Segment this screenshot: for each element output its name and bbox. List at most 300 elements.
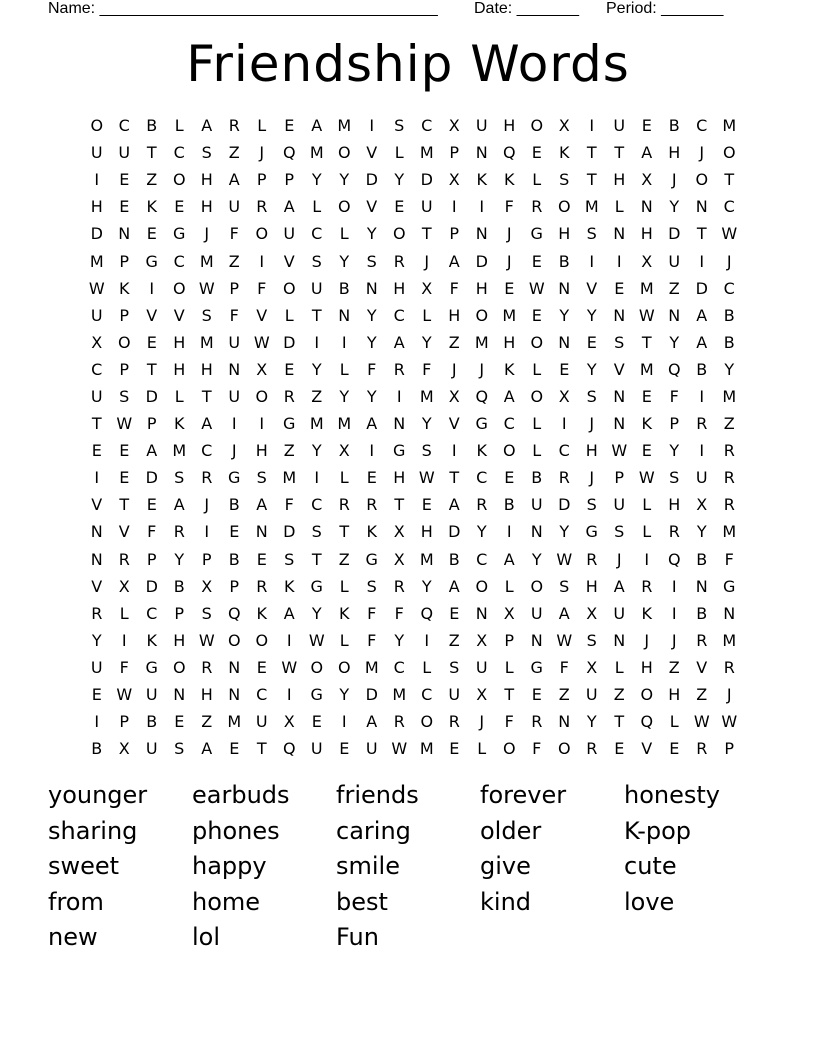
grid-letter: X [421, 278, 433, 298]
grid-letter: U [613, 116, 626, 136]
grid-letter: R [228, 116, 240, 136]
grid-letter: M [337, 414, 352, 434]
grid-letter: O [337, 657, 351, 677]
grid-letter: Y [696, 522, 707, 542]
grid-row [83, 166, 743, 193]
grid-letter: I [451, 441, 457, 461]
grid-letter: B [531, 468, 543, 488]
grid-letter: F [532, 739, 542, 759]
grid-letter: H [558, 224, 571, 244]
grid-letter: C [421, 685, 433, 705]
grid-letter: W [308, 630, 325, 650]
grid-letter: V [696, 657, 708, 677]
grid-letter: U [475, 657, 488, 677]
grid-letter: H [668, 685, 681, 705]
grid-letter: O [392, 224, 406, 244]
grid-letter: G [723, 576, 736, 596]
grid-letter: C [173, 143, 185, 163]
grid-letter: X [558, 116, 570, 136]
grid-letter: J [589, 468, 595, 488]
grid-letter: D [448, 522, 461, 542]
grid-row [83, 735, 743, 762]
word-list-item: best [336, 887, 388, 916]
grid-letter: G [310, 576, 323, 596]
grid-letter: C [558, 441, 570, 461]
grid-letter: Y [366, 224, 377, 244]
grid-letter: Y [311, 603, 322, 623]
grid-letter: J [671, 630, 677, 650]
grid-letter: Q [667, 549, 681, 569]
grid-letter: E [559, 359, 570, 379]
grid-letter: N [228, 359, 241, 379]
grid-letter: T [696, 224, 707, 244]
grid-letter: E [284, 359, 295, 379]
grid-letter: S [394, 116, 405, 136]
grid-letter: P [229, 576, 240, 596]
grid-letter: X [586, 603, 598, 623]
grid-letter: E [394, 197, 405, 217]
grid-letter: E [284, 116, 295, 136]
grid-letter: I [506, 522, 512, 542]
grid-letter: F [147, 522, 157, 542]
grid-letter: A [228, 170, 240, 190]
grid-letter: O [255, 224, 269, 244]
grid-letter: G [585, 522, 598, 542]
grid-letter: H [173, 630, 186, 650]
grid-letter: C [146, 603, 158, 623]
grid-letter: V [448, 414, 460, 434]
grid-letter: L [339, 576, 349, 596]
grid-letter: R [696, 739, 708, 759]
grid-letter: N [90, 522, 103, 542]
grid-letter: B [228, 495, 240, 515]
grid-letter: C [503, 414, 515, 434]
grid-letter: S [366, 576, 377, 596]
grid-letter: D [145, 468, 158, 488]
grid-letter: I [341, 712, 347, 732]
grid-letter: W [418, 468, 435, 488]
grid-letter: S [586, 495, 597, 515]
grid-letter: H [503, 116, 516, 136]
grid-letter: S [119, 386, 130, 406]
grid-letter: Z [448, 630, 460, 650]
grid-letter: Y [559, 522, 570, 542]
grid-letter: I [314, 468, 320, 488]
grid-letter: M [309, 143, 324, 163]
name-field: Name: ______________________________________ [48, 0, 438, 17]
grid-letter: E [504, 278, 515, 298]
grid-letter: O [282, 278, 296, 298]
grid-letter: K [284, 576, 295, 596]
grid-letter: E [614, 278, 625, 298]
grid-letter: I [671, 576, 677, 596]
grid-letter: P [504, 630, 515, 650]
grid-letter: X [558, 386, 570, 406]
grid-letter: T [146, 359, 157, 379]
grid-letter: E [449, 739, 460, 759]
grid-letter: O [530, 332, 544, 352]
grid-letter: N [668, 305, 681, 325]
grid-letter: E [669, 739, 680, 759]
grid-letter: T [119, 495, 130, 515]
grid-letter: Y [669, 197, 680, 217]
grid-letter: V [118, 522, 130, 542]
grid-letter: O [420, 712, 434, 732]
grid-letter: Q [282, 143, 296, 163]
grid-letter: M [199, 251, 214, 271]
grid-letter: U [90, 305, 103, 325]
grid-letter: M [89, 251, 104, 271]
word-list-item: earbuds [192, 781, 290, 809]
grid-letter: K [504, 170, 515, 190]
grid-letter: Y [586, 305, 597, 325]
grid-letter: L [394, 143, 404, 163]
grid-letter: B [91, 739, 103, 759]
grid-letter: O [530, 576, 544, 596]
grid-letter: P [201, 549, 212, 569]
grid-letter: M [364, 657, 379, 677]
grid-letter: W [693, 712, 710, 732]
grid-letter: V [613, 359, 625, 379]
grid-letter: R [641, 576, 653, 596]
grid-letter: Z [696, 685, 708, 705]
grid-letter: Y [91, 630, 102, 650]
grid-letter: W [281, 657, 298, 677]
grid-letter: H [668, 143, 681, 163]
grid-letter: L [119, 603, 129, 623]
grid-letter: W [88, 278, 105, 298]
grid-letter: J [726, 251, 732, 271]
grid-letter: Z [283, 441, 295, 461]
grid-letter: S [449, 657, 460, 677]
grid-letter: R [393, 251, 405, 271]
grid-letter: F [449, 278, 459, 298]
grid-letter: Y [339, 251, 350, 271]
grid-letter: S [201, 143, 212, 163]
grid-letter: D [145, 386, 158, 406]
grid-letter: I [204, 522, 210, 542]
grid-letter: P [449, 224, 460, 244]
grid-row [83, 681, 743, 708]
grid-letter: C [311, 224, 323, 244]
grid-letter: M [639, 278, 654, 298]
grid-letter: O [502, 441, 516, 461]
grid-letter: X [118, 576, 130, 596]
grid-letter: M [419, 549, 434, 569]
grid-letter: L [339, 224, 349, 244]
grid-letter: U [90, 386, 103, 406]
grid-letter: I [94, 170, 100, 190]
grid-letter: S [201, 603, 212, 623]
grid-letter: E [614, 739, 625, 759]
word-list-item: smile [336, 852, 400, 880]
grid-letter: N [695, 576, 708, 596]
grid-letter: T [586, 143, 597, 163]
grid-letter: I [699, 251, 705, 271]
grid-letter: P [119, 305, 130, 325]
grid-letter: P [284, 170, 295, 190]
grid-letter: C [476, 468, 488, 488]
grid-letter: C [476, 549, 488, 569]
grid-letter: U [90, 143, 103, 163]
grid-letter: B [696, 359, 708, 379]
grid-letter: R [173, 522, 185, 542]
grid-letter: E [119, 468, 130, 488]
grid-letter: X [118, 739, 130, 759]
grid-letter: F [394, 603, 404, 623]
grid-row [83, 220, 743, 247]
grid-letter: E [174, 197, 185, 217]
grid-letter: I [671, 603, 677, 623]
grid-letter: S [421, 441, 432, 461]
grid-letter: L [284, 305, 294, 325]
grid-letter: N [530, 522, 543, 542]
grid-letter: U [145, 739, 158, 759]
grid-letter: F [724, 549, 734, 569]
grid-letter: W [721, 712, 738, 732]
grid-letter: N [393, 414, 406, 434]
grid-letter: C [393, 657, 405, 677]
grid-letter: D [283, 332, 296, 352]
grid-letter: X [201, 576, 213, 596]
grid-row [83, 247, 743, 274]
grid-row [83, 708, 743, 735]
grid-letter: F [504, 197, 514, 217]
grid-letter: M [474, 332, 489, 352]
grid-letter: M [309, 414, 324, 434]
grid-letter: S [614, 522, 625, 542]
grid-letter: X [476, 630, 488, 650]
grid-letter: J [671, 170, 677, 190]
grid-letter: M [392, 685, 407, 705]
grid-letter: E [311, 712, 322, 732]
grid-letter: K [476, 170, 487, 190]
grid-letter: I [259, 414, 265, 434]
date-field: Date: _______ [474, 0, 579, 17]
grid-letter: L [532, 170, 542, 190]
grid-letter: T [614, 143, 625, 163]
grid-letter: L [669, 712, 679, 732]
grid-row [83, 491, 743, 518]
grid-letter: O [530, 116, 544, 136]
grid-letter: N [338, 305, 351, 325]
grid-letter: H [503, 332, 516, 352]
grid-letter: I [369, 116, 375, 136]
grid-letter: O [557, 197, 571, 217]
grid-letter: D [420, 170, 433, 190]
grid-letter: N [558, 278, 571, 298]
grid-letter: Y [559, 305, 570, 325]
grid-letter: L [312, 197, 322, 217]
grid-letter: D [145, 576, 158, 596]
grid-letter: W [721, 224, 738, 244]
word-list-item: give [480, 852, 531, 880]
grid-letter: J [479, 712, 485, 732]
grid-row [83, 383, 743, 410]
grid-letter: C [173, 251, 185, 271]
grid-letter: V [283, 251, 295, 271]
letter-grid [83, 112, 743, 762]
grid-letter: R [723, 657, 735, 677]
grid-letter: U [448, 685, 461, 705]
grid-letter: M [584, 197, 599, 217]
grid-letter: Z [448, 332, 460, 352]
grid-letter: M [722, 630, 737, 650]
grid-letter: L [174, 386, 184, 406]
grid-letter: J [616, 549, 622, 569]
grid-letter: I [121, 630, 127, 650]
grid-letter: A [366, 712, 378, 732]
grid-letter: Z [558, 685, 570, 705]
grid-letter: W [253, 332, 270, 352]
grid-letter: W [556, 630, 573, 650]
grid-letter: I [94, 712, 100, 732]
grid-letter: E [531, 251, 542, 271]
grid-letter: L [642, 522, 652, 542]
grid-row [83, 356, 743, 383]
grid-letter: N [613, 224, 626, 244]
grid-letter: P [119, 359, 130, 379]
grid-letter: U [145, 685, 158, 705]
grid-letter: A [503, 549, 515, 569]
grid-letter: E [119, 197, 130, 217]
word-list-item: Fun [336, 923, 379, 951]
grid-letter: T [586, 170, 597, 190]
grid-letter: W [638, 468, 655, 488]
grid-letter: R [696, 414, 708, 434]
grid-letter: X [448, 116, 460, 136]
grid-letter: I [589, 116, 595, 136]
grid-letter: F [229, 305, 239, 325]
grid-letter: E [256, 549, 267, 569]
grid-letter: A [448, 576, 460, 596]
grid-letter: X [448, 386, 460, 406]
grid-letter: J [726, 685, 732, 705]
grid-letter: M [502, 305, 517, 325]
grid-letter: X [641, 251, 653, 271]
grid-letter: N [613, 414, 626, 434]
grid-letter: K [476, 441, 487, 461]
grid-row [83, 627, 743, 654]
grid-letter: I [286, 630, 292, 650]
grid-letter: Z [228, 251, 240, 271]
grid-letter: N [475, 224, 488, 244]
grid-letter: T [504, 685, 515, 705]
grid-letter: G [283, 414, 296, 434]
grid-letter: T [201, 386, 212, 406]
grid-letter: Y [669, 441, 680, 461]
grid-letter: S [559, 576, 570, 596]
grid-letter: N [228, 657, 241, 677]
grid-letter: Y [586, 712, 597, 732]
grid-letter: R [531, 712, 543, 732]
grid-row [83, 464, 743, 491]
grid-letter: I [699, 386, 705, 406]
grid-letter: D [558, 495, 571, 515]
grid-letter: A [146, 441, 158, 461]
grid-letter: R [696, 630, 708, 650]
grid-letter: N [723, 603, 736, 623]
period-field: Period: _______ [606, 0, 724, 17]
grid-letter: M [337, 116, 352, 136]
grid-letter: V [366, 143, 378, 163]
grid-letter: B [696, 603, 708, 623]
grid-letter: J [506, 224, 512, 244]
grid-letter: O [227, 630, 241, 650]
grid-letter: R [476, 495, 488, 515]
grid-letter: I [314, 332, 320, 352]
grid-letter: Y [311, 359, 322, 379]
grid-letter: I [231, 414, 237, 434]
grid-letter: A [283, 603, 295, 623]
grid-letter: N [173, 685, 186, 705]
grid-letter: F [422, 359, 432, 379]
word-list-item: phones [192, 816, 280, 845]
grid-letter: C [393, 305, 405, 325]
grid-letter: P [146, 549, 157, 569]
grid-letter: S [256, 468, 267, 488]
grid-letter: L [339, 468, 349, 488]
grid-letter: I [94, 468, 100, 488]
grid-letter: I [424, 630, 430, 650]
grid-letter: P [146, 414, 157, 434]
grid-letter: F [559, 657, 569, 677]
grid-letter: D [365, 170, 378, 190]
grid-letter: C [723, 278, 735, 298]
grid-letter: H [640, 657, 653, 677]
grid-letter: Z [146, 170, 158, 190]
grid-letter: R [586, 739, 598, 759]
grid-letter: P [119, 251, 130, 271]
grid-letter: R [393, 712, 405, 732]
grid-letter: H [255, 441, 268, 461]
grid-letter: O [695, 170, 709, 190]
grid-letter: S [669, 468, 680, 488]
grid-letter: I [286, 685, 292, 705]
grid-letter: E [174, 712, 185, 732]
grid-letter: B [668, 116, 680, 136]
grid-letter: H [448, 305, 461, 325]
grid-letter: J [451, 359, 457, 379]
grid-letter: P [174, 603, 185, 623]
grid-letter: L [504, 576, 514, 596]
grid-letter: Y [669, 332, 680, 352]
word-list-item: happy [192, 852, 267, 880]
grid-letter: Y [421, 576, 432, 596]
grid-letter: Z [668, 657, 680, 677]
grid-letter: C [256, 685, 268, 705]
grid-letter: O [475, 576, 489, 596]
grid-letter: L [642, 495, 652, 515]
grid-letter: X [696, 495, 708, 515]
grid-letter: A [256, 495, 268, 515]
grid-letter: S [586, 224, 597, 244]
grid-letter: Y [724, 359, 735, 379]
grid-letter: N [640, 197, 653, 217]
grid-letter: Y [339, 685, 350, 705]
grid-row [83, 437, 743, 464]
grid-row [83, 112, 743, 139]
grid-letter: I [589, 251, 595, 271]
grid-letter: W [391, 739, 408, 759]
grid-letter: W [116, 685, 133, 705]
word-list-item: home [192, 887, 261, 916]
grid-letter: R [448, 712, 460, 732]
grid-letter: I [616, 251, 622, 271]
grid-letter: B [503, 495, 515, 515]
grid-letter: A [558, 603, 570, 623]
grid-letter: X [476, 685, 488, 705]
